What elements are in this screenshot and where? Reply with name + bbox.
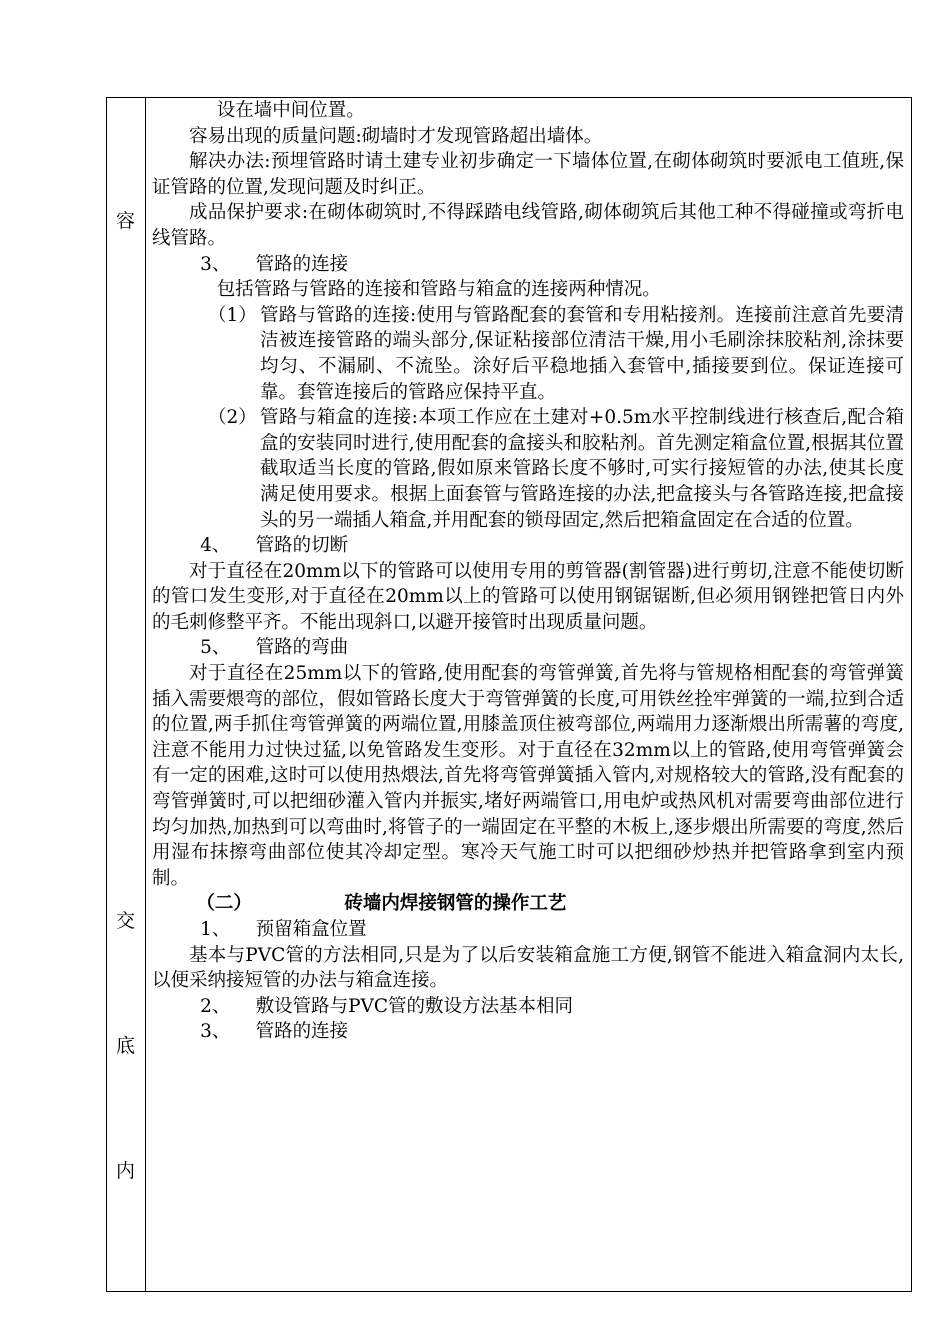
section-heading <box>152 917 904 943</box>
subsection-label: （二） <box>196 893 252 915</box>
item-text: 管路与管路的连接:使用与管路配套的套管和专用粘接剂。连接前注意首先要清洁被连接管路的端头部分,保证粘接部位清洁干燥,用小毛刷涂抹胶粘剂,涂抹要均匀、不漏刷、不流坠。涂好后平稳地插入套管中,插接要到位。保证连接可靠。套管连接后的管路应保持平直。 <box>260 304 904 403</box>
paragraph: 成品保护要求:在砌体砌筑时,不得踩踏电线管路,砌体砌筑后其他工种不得碰撞或弯折电线管路。 <box>152 202 904 249</box>
content-cell <box>152 98 904 1045</box>
section-heading <box>152 994 904 1020</box>
section-heading <box>152 533 904 559</box>
paragraph: 对于直径在25mm以下的管路,使用配套的弯管弹簧,首先将与管规格相配套的弯管弹簧插入需要煨弯的部位，假如管路长度大于弯管弹簧的长度,可用铁丝拴牢弹簧的一端,拉到合适的位置,两手抓住弯管弹簧的两端位置,用膝盖顶住被弯部位,两端用力逐渐煨出所需薯的弯度,注意不能用力过快过猛,以免管路发生变形。对于直径在32mm以上的管路,使用弯管弹簧会有一定的困难,这时可以使用热煨法,首先将弯管弹簧插入管内,对规格较大的管路,没有配套的弯管弹簧时,可以把细砂灌入管内并振实,堵好两端管口,用电炉或热风机对需要弯曲部位进行均匀加热,加热到可以弯曲时,将管子的一端固定在平整的木板上,逐步煨出所需要的弯度,然后用湿布抹擦弯曲部位使其冷却定型。寒冷天气施工时可以把细砂炒热并把管路拿到室内预制。 <box>152 663 904 889</box>
heading-text: 预留箱盒位置 <box>255 919 367 940</box>
side-label-nei: 内 <box>115 1160 135 1182</box>
section-heading <box>152 252 904 278</box>
paragraph: 包括管路与管路的连接和管路与箱盒的连接两种情况。 <box>216 279 661 301</box>
paragraph: 对于直径在20mm以下的管路可以使用专用的剪管器(割管器)进行剪切,注意不能使切断的管口发生变形,对于直径在20mm以上的管路可以使用钢锯锯断,但必须用钢锉把管日内外的毛刺修整平齐。不能出现斜口,以避开接管时出现质量问题。 <box>152 560 904 633</box>
heading-text: 管路的连接 <box>255 253 349 275</box>
subsection-title <box>152 891 904 917</box>
heading-number: 3、 <box>200 253 231 275</box>
heading-number: 2、 <box>200 995 231 1017</box>
item-label: （1） <box>208 304 257 326</box>
subsection-text: 砖墙内焊接钢管的操作工艺 <box>344 893 567 915</box>
heading-text: 敷设管路与PVC管的敷设方法基本相同 <box>255 995 574 1017</box>
section-heading <box>152 1019 904 1045</box>
paragraph: 容易出现的质量问题:砌墙时才发现管路超出墙体。 <box>189 125 603 147</box>
heading-number: 1、 <box>200 919 231 940</box>
list-item <box>152 303 904 405</box>
side-label-rong: 容 <box>115 210 135 232</box>
heading-text: 管路的切断 <box>255 535 349 557</box>
heading-number: 3、 <box>200 1021 231 1043</box>
item-text: 管路与箱盒的连接:本项工作应在土建对+0.5m水平控制线进行核查后,配合箱盒的安装同时进行,使用配套的盒接头和胶粘剂。首先测定箱盒位置,根据其位置截取适当长度的管路,假如原来管路长度不够时,可实行接短管的办法,使其长度满足使用要求。根据上面套管与管路连接的办法,把盒接头与各管路连接,把盒接头的另一端插人箱盒,并用配套的锁母固定,然后把箱盒固定在合适的位置。 <box>260 407 904 531</box>
heading-text: 管路的连接 <box>255 1021 349 1043</box>
paragraph: 设在墙中间位置。 <box>216 100 365 121</box>
heading-text: 管路的弯曲 <box>255 637 349 659</box>
heading-number: 5、 <box>200 637 231 659</box>
item-label: （2） <box>208 407 257 429</box>
column-divider <box>145 97 146 1292</box>
paragraph: 基本与PVC管的方法相同,只是为了以后安装箱盒施工方便,钢管不能进入箱盒洞内太长,以便采纳接短管的办法与箱盒连接。 <box>152 944 904 992</box>
side-label-di: 底 <box>115 1035 135 1057</box>
paragraph: 解决办法:预埋管路时请土建专业初步确定一下墙体位置,在砌体砌筑时要派电工值班,保证管路的位置,发现问题及时纠正。 <box>152 151 904 198</box>
section-heading <box>152 635 904 661</box>
list-item <box>152 405 904 533</box>
side-label-jiao: 交 <box>115 910 135 932</box>
heading-number: 4、 <box>200 535 231 557</box>
